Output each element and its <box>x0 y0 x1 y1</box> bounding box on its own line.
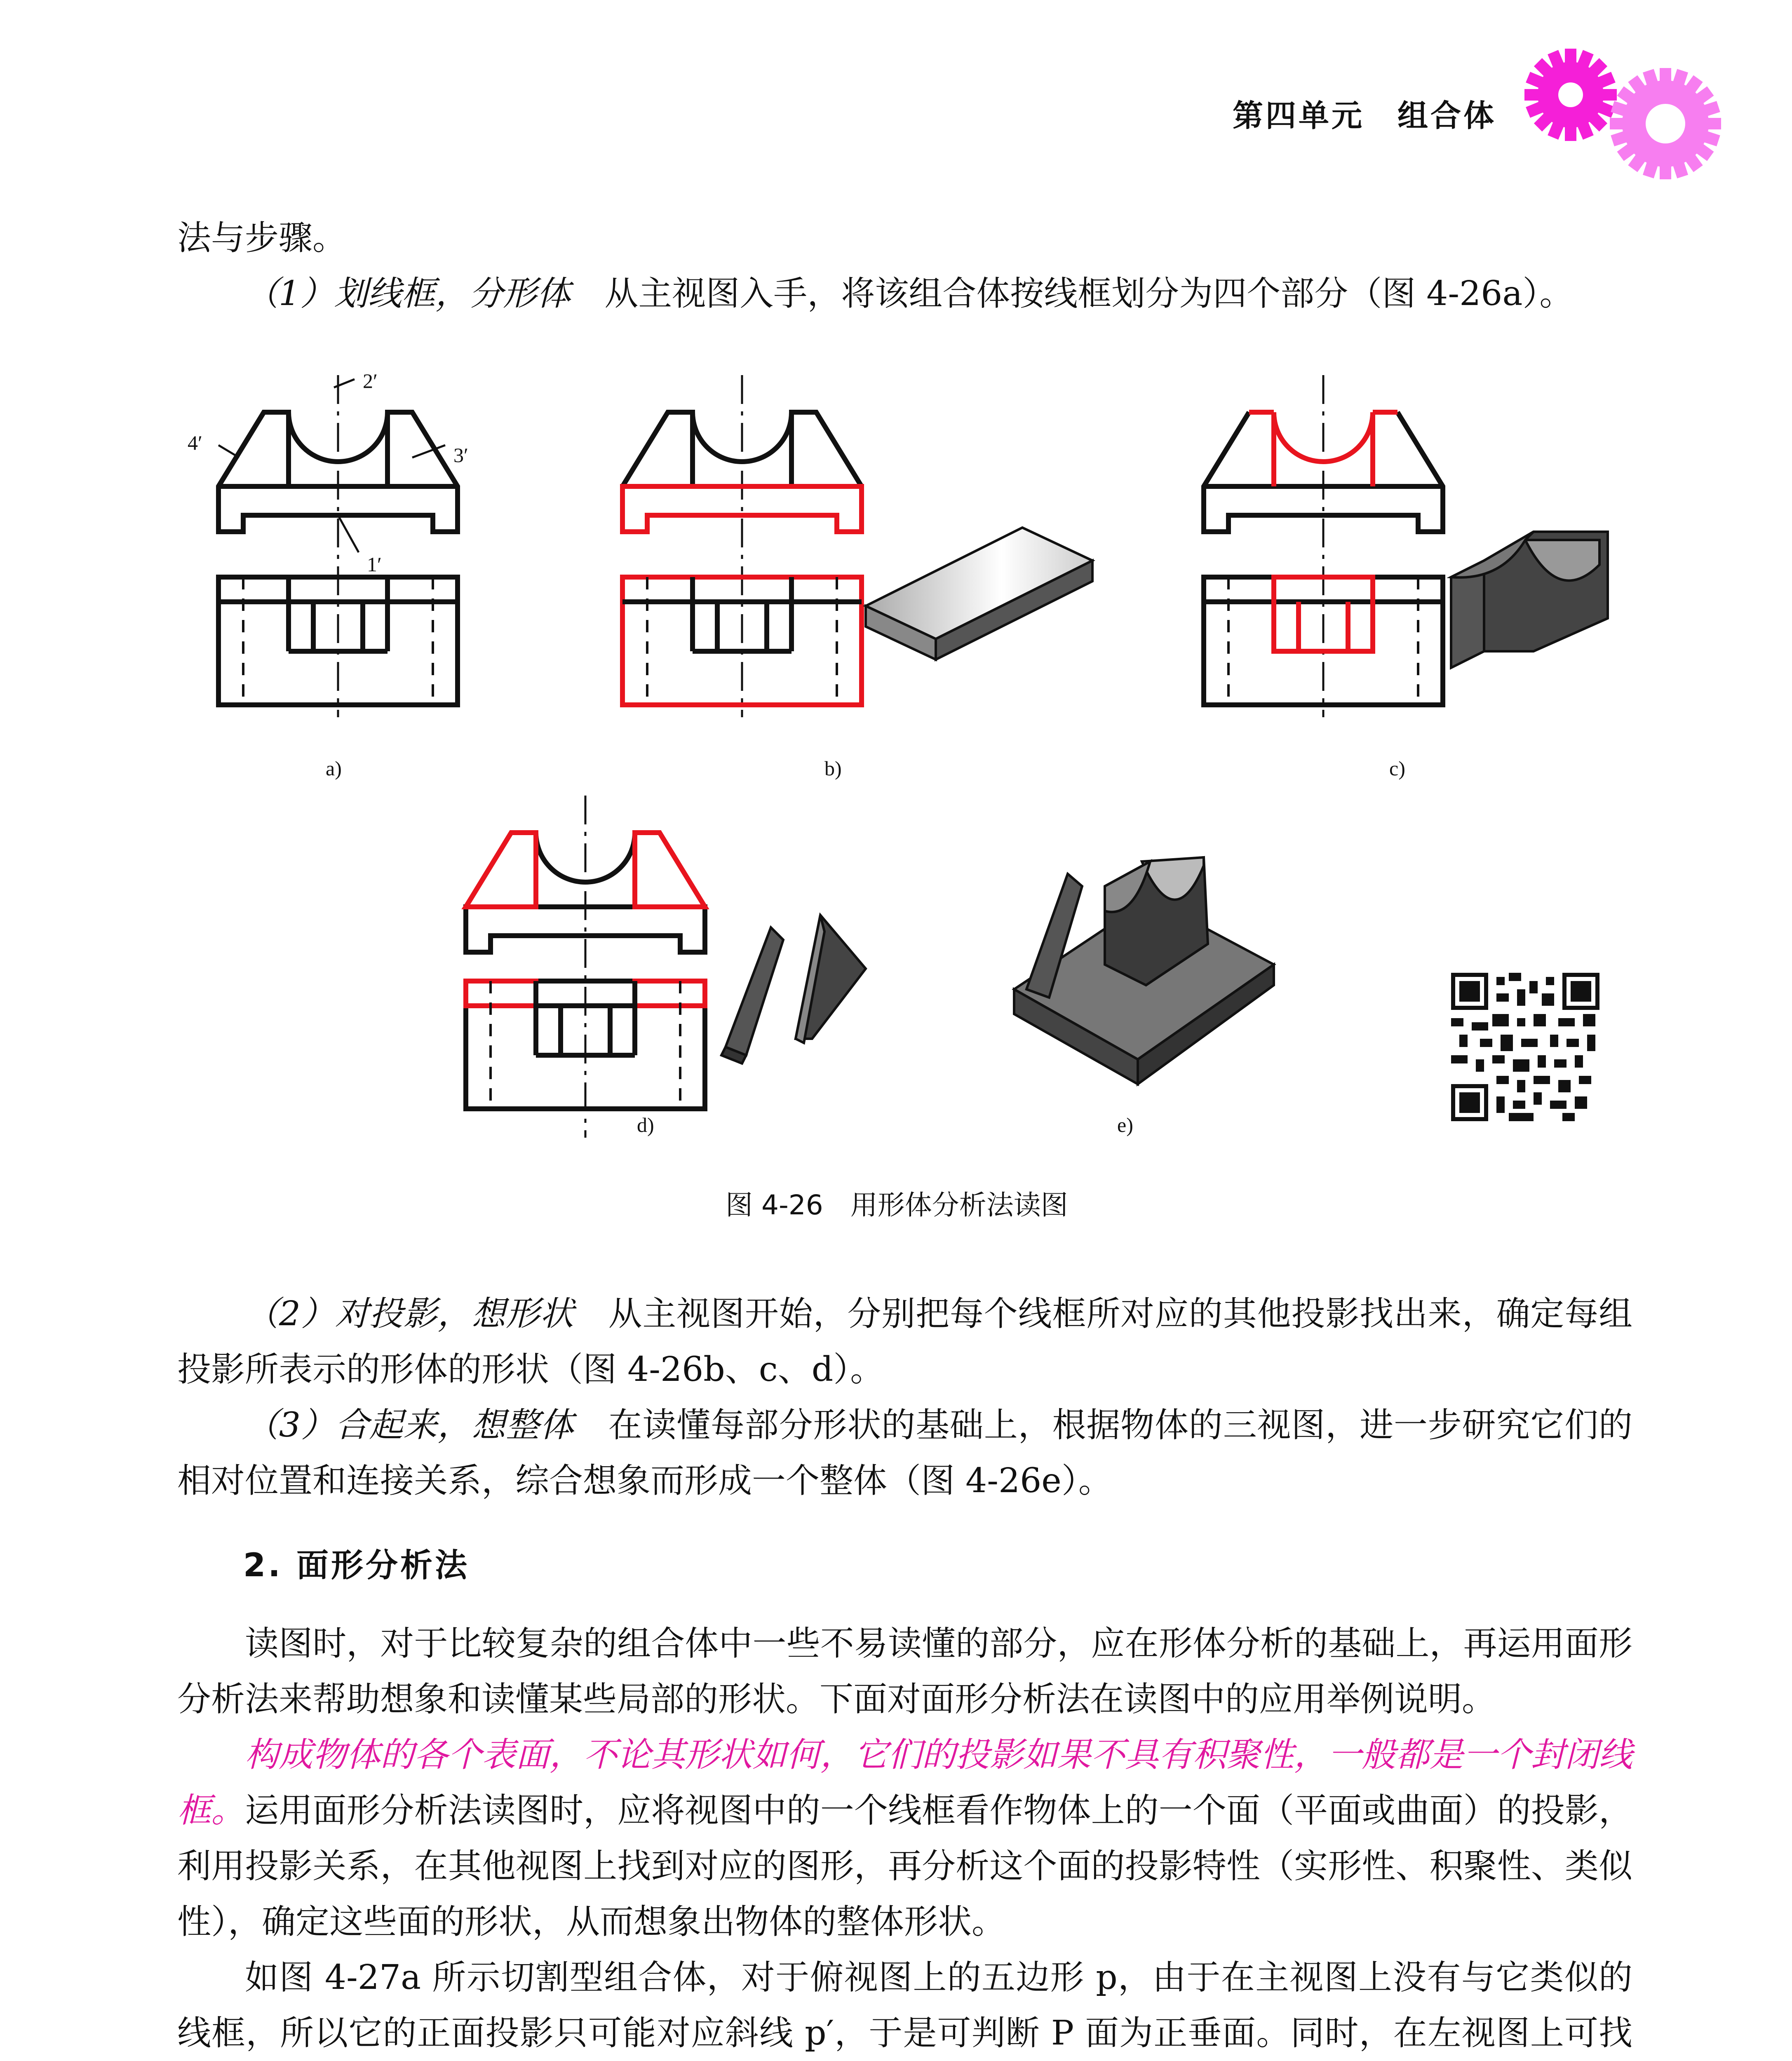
step3-text: 在读懂每部分形状的基础上，根据物体的三视图，进一步研究它们的相对位置和连接关系，综合想象而形成一个整体（图 4-26e）。 <box>177 1406 1632 1500</box>
view-label: 2′ <box>363 369 378 392</box>
view-label: 1′ <box>367 553 382 576</box>
step3-label: （3）合起来，想整体 <box>245 1406 574 1445</box>
step2-label: （2）对投影，想形状 <box>245 1294 574 1333</box>
paragraph-2 <box>177 1727 1632 1950</box>
step1-label: （1）划线框，分形体 <box>245 274 571 313</box>
rib-pieces-3d <box>717 915 874 1063</box>
base-block-3d <box>866 528 1097 660</box>
figure-a-views <box>214 363 462 713</box>
assembled-part-3d <box>1010 829 1278 1059</box>
figure-c-views <box>1200 363 1447 713</box>
highlighted-definition: 构成物体的各个表面，不论其形状如何，它们的投影如果不具有积聚性，一般都是一个封闭线框。 <box>177 1735 1632 1830</box>
paragraph-3: 如图 4-27a 所示切割型组合体，对于俯视图上的五边形 p，由于在主视图上没有与它类似的线框，所以它的正面投影只可能对应斜线 p′，于是可判断 P 面为正垂面。同时，在左视图上可找 <box>177 1958 1632 2053</box>
view-label: 4′ <box>188 431 202 454</box>
step2-paragraph <box>177 1286 1632 1397</box>
section-heading: 2. 面形分析法 <box>243 1547 470 1584</box>
figure-e-label: e) <box>1117 1113 1133 1136</box>
step2-text: 从主视图开始，分别把每个线框所对应的其他投影找出来，确定每组投影所表示的形体的形状（图 4-26b、c、d）。 <box>177 1294 1632 1389</box>
chapter-header-title: 第四单元 组合体 <box>1233 98 1496 134</box>
figure-a-label: a) <box>326 757 342 780</box>
section2-body <box>177 1616 1632 2061</box>
figure-b-views <box>618 363 866 713</box>
gear-icon <box>1521 45 1620 144</box>
gear-icon <box>1608 66 1723 181</box>
saddle-block-3d <box>1451 515 1624 672</box>
figure-c-label: c) <box>1389 757 1405 780</box>
intro-text: 法与步骤。 （1）划线框，分形体 从主视图入手，将该组合体按线框划分为四个部分（图 4-26a）。 <box>177 210 1632 322</box>
paragraph-1: 读图时，对于比较复杂的组合体中一些不易读懂的部分，应在形体分析的基础上，再运用面形分析法来帮助想象和读懂某些局部的形状。下面对面形分析法在读图中的应用举例说明。 <box>177 1624 1632 1719</box>
figure-b-label: b) <box>824 757 842 780</box>
figure-caption: 图 4-26 用形体分析法读图 <box>726 1189 1068 1221</box>
qr-code-icon <box>1451 973 1599 1121</box>
step1-paragraph <box>177 266 1632 322</box>
step3-paragraph <box>177 1397 1632 1509</box>
steps-text <box>177 1286 1632 1509</box>
paragraph-2-rest: 运用面形分析法读图时，应将视图中的一个线框看作物体上的一个面（平面或曲面）的投影，利用投影关系，在其他视图上找到对应的图形，再分析这个面的投影特性（实形性、积聚性、类似性），确定这些面的形状，从而想象出物体的整体形状。 <box>177 1791 1632 1941</box>
view-label: 3′ <box>453 444 468 467</box>
figure-d-label: d) <box>637 1113 654 1136</box>
figure-d-views <box>462 783 709 1134</box>
step1-text: 从主视图入手，将该组合体按线框划分为四个部分（图 4-26a）。 <box>604 274 1574 313</box>
